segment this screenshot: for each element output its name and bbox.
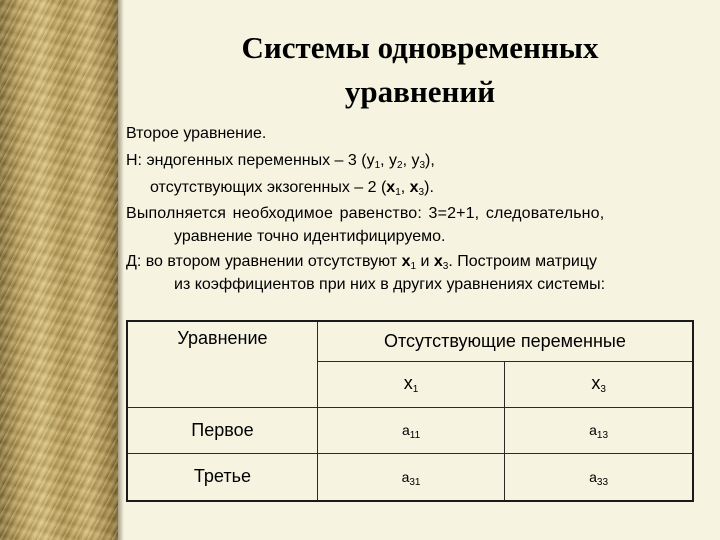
coef-a: a bbox=[401, 468, 410, 485]
text-build-matrix: . Построим матрицу bbox=[448, 253, 598, 270]
header-var-x1 bbox=[317, 361, 504, 407]
coefficient-table bbox=[126, 320, 694, 502]
var-x: x bbox=[433, 253, 443, 270]
text-condition: Выполняется необходимое равенство: 3=2+1, следовательно, bbox=[126, 205, 605, 222]
text-line-2 bbox=[126, 151, 435, 176]
table-row bbox=[127, 453, 693, 501]
header-var-x3 bbox=[505, 361, 693, 407]
sub: 11 bbox=[409, 430, 421, 441]
cell-a13 bbox=[505, 407, 693, 453]
header-missing-variables: Отсутствующие переменные bbox=[317, 321, 693, 361]
var-x: x bbox=[401, 253, 411, 270]
text-line-6 bbox=[126, 252, 597, 277]
text-line-4 bbox=[126, 204, 604, 224]
text-identified: уравнение точно идентифицируемо. bbox=[174, 228, 446, 245]
sub: 31 bbox=[409, 476, 421, 488]
sub: 1 bbox=[395, 187, 401, 198]
text-end: ), bbox=[425, 152, 435, 169]
sub: 3 bbox=[419, 160, 426, 171]
cell-a31 bbox=[317, 453, 504, 501]
cell-a11 bbox=[317, 407, 504, 453]
slide-title bbox=[120, 26, 720, 114]
var-x: x bbox=[591, 373, 601, 393]
text-missing: Д: во втором уравнении отсутствуют bbox=[126, 253, 402, 270]
sub: 33 bbox=[596, 476, 609, 488]
sub: 1 bbox=[412, 384, 419, 395]
coef-a: a bbox=[401, 422, 410, 438]
text-sep: , у bbox=[380, 152, 398, 169]
sub: 13 bbox=[596, 430, 609, 441]
text-line-5 bbox=[174, 227, 445, 247]
text-coefficients: из коэффициентов при них в других уравнениях системы: bbox=[174, 276, 606, 293]
sub: 2 bbox=[397, 160, 403, 171]
row-label: Третье bbox=[127, 453, 317, 501]
text-endogenous: Н: эндогенных переменных – 3 (у bbox=[126, 152, 375, 169]
text-line-1 bbox=[126, 124, 266, 144]
title-line-2: уравнений bbox=[344, 74, 496, 109]
text-exogenous: отсутствующих экзогенных – 2 ( bbox=[150, 179, 387, 196]
var-x: x bbox=[386, 179, 396, 196]
coef-a: a bbox=[589, 422, 597, 438]
title-line-1: Системы одновременных bbox=[241, 30, 599, 65]
table-header-row bbox=[127, 321, 693, 361]
sub: 3 bbox=[418, 187, 425, 198]
decorative-gold-sidebar bbox=[0, 0, 118, 540]
text-end: ). bbox=[424, 179, 434, 196]
text-line-3 bbox=[150, 178, 434, 203]
text-and: и bbox=[416, 253, 434, 270]
cell-a33 bbox=[505, 453, 693, 501]
sub: 3 bbox=[600, 384, 606, 395]
table-row bbox=[127, 407, 693, 453]
header-equation: Уравнение bbox=[127, 321, 317, 407]
sub: 3 bbox=[442, 261, 449, 272]
var-x: x bbox=[409, 179, 419, 196]
text-sep: , у bbox=[402, 152, 420, 169]
text-line-7 bbox=[174, 275, 605, 295]
text-second-equation: Второе уравнение. bbox=[126, 125, 267, 142]
text-sep: , bbox=[400, 179, 410, 196]
sub: 1 bbox=[374, 160, 381, 171]
coef-a: a bbox=[589, 468, 597, 485]
sub: 1 bbox=[410, 261, 417, 272]
row-label: Первое bbox=[127, 407, 317, 453]
var-x: x bbox=[403, 373, 413, 393]
